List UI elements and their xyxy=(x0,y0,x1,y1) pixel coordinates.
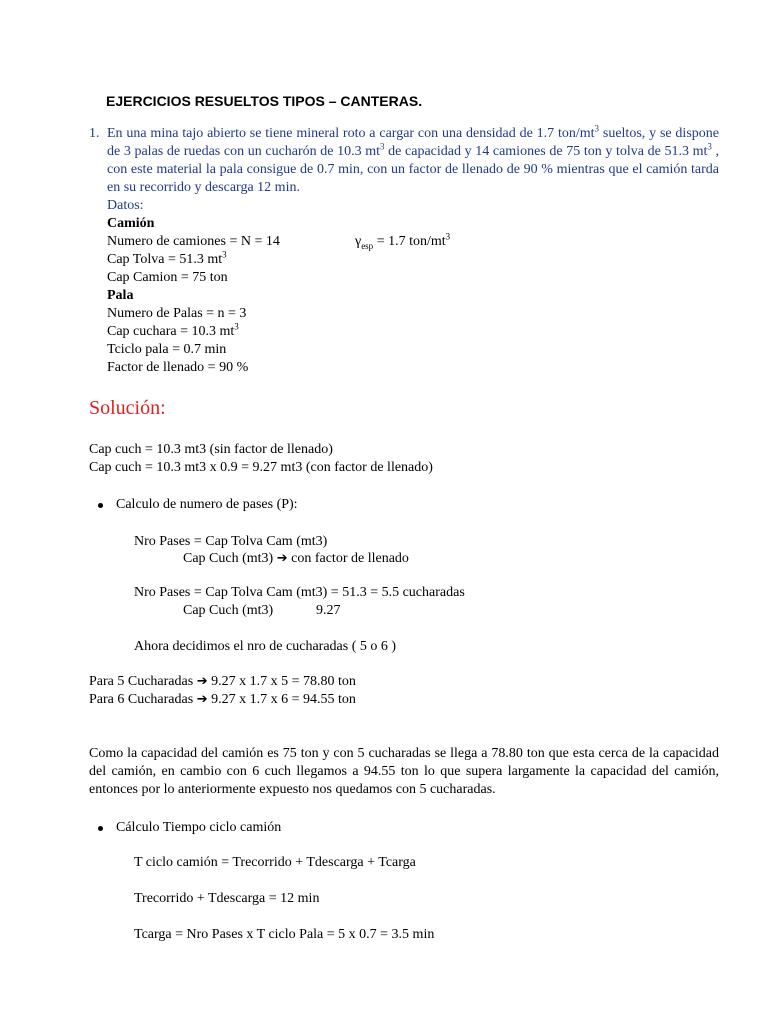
gamma-sup: 3 xyxy=(445,231,451,242)
exercise-sup-2: 3 xyxy=(380,141,385,152)
arrow-right-icon: ➔ xyxy=(276,551,288,566)
para-6-label: Para 6 Cucharadas xyxy=(89,692,197,707)
para-5-value: 9.27 x 1.7 x 5 = 78.80 ton xyxy=(207,674,356,689)
formula-2-denominator: Cap Cuch (mt3) xyxy=(183,603,274,618)
formula-2-divisor: 9.27 xyxy=(316,603,341,618)
cap-cuch-line-2: Cap cuch = 10.3 mt3 x 0.9 = 9.27 mt3 (con factor de llenado) xyxy=(89,460,433,475)
formula-1-denominator xyxy=(183,550,409,568)
exercise-number: 1. xyxy=(89,126,100,141)
gamma-sub: esp xyxy=(361,240,374,251)
cap-cuchara-sup: 3 xyxy=(234,321,239,332)
num-camiones: Numero de camiones = N = 14 xyxy=(107,234,280,249)
decide-line: Ahora decidimos el nro de cucharadas ( 5 o 6 ) xyxy=(134,639,397,654)
exercise-text-1: En una mina tajo abierto se tiene mineral roto a cargar con una densidad de 1.7 ton/mt xyxy=(107,126,595,141)
arrow-right-icon: ➔ xyxy=(196,674,208,689)
exercise-text-3: de capacidad y 14 camiones de 75 ton y tolva de 51.3 mt xyxy=(384,144,708,159)
conclusion-paragraph: Como la capacidad del camión es 75 ton y con 5 cucharadas se llega a 78.80 ton que esta cerca de la capacidad del camión, en cambio con 6 cuch llegamos a 94.55 ton lo que supera largamente la capacidad del camión, entonces por lo anteriormente expuesto nos quedamos con 5 cucharadas. xyxy=(89,746,719,797)
exercise-text-4: , con este material la pala consigue de 0.7 min, con un factor de llenado de 90 % mientras que el camión tarda en su recorrido y descarga 12 min. xyxy=(107,144,720,195)
formula-1-numerator: Nro Pases = Cap Tolva Cam (mt3) xyxy=(134,534,328,549)
factor-llenado: Factor de llenado = 90 % xyxy=(107,360,249,375)
cap-cuchara xyxy=(107,323,239,341)
equation-tcarga: Tcarga = Nro Pases x T ciclo Pala = 5 x 0.7 = 3.5 min xyxy=(134,927,435,942)
exercise-text-2: sueltos, y se dispone de 3 palas de ruedas con un cucharón de 10.3 mt xyxy=(107,126,719,159)
para-6-cucharadas xyxy=(89,691,356,709)
para-5-cucharadas xyxy=(89,673,356,691)
formula-1-note: con factor de llenado xyxy=(287,551,409,566)
document-title: EJERCICIOS RESUELTOS TIPOS – CANTERAS. xyxy=(106,93,423,109)
bullet-icon xyxy=(98,826,103,831)
bullet-numero-pases: Calculo de numero de pases (P): xyxy=(116,497,298,512)
cap-cuchara-text: Cap cuchara = 10.3 mt xyxy=(107,324,235,339)
gamma-density xyxy=(355,233,450,251)
formula-2-numerator: Nro Pases = Cap Tolva Cam (mt3) = 51.3 = 5.5 cucharadas xyxy=(134,585,465,600)
datos-label: Datos: xyxy=(107,198,144,213)
camion-heading: Camión xyxy=(107,216,155,231)
formula-1-denom-text: Cap Cuch (mt3) xyxy=(183,551,274,566)
equation-tciclo: T ciclo camión = Trecorrido + Tdescarga + Tcarga xyxy=(134,855,416,870)
para-5-label: Para 5 Cucharadas xyxy=(89,674,197,689)
cap-cuch-line-1: Cap cuch = 10.3 mt3 (sin factor de llenado) xyxy=(89,442,333,457)
bullet-icon xyxy=(98,503,103,508)
gamma-symbol: γ xyxy=(355,234,362,249)
cap-tolva-sup: 3 xyxy=(222,249,227,260)
cap-tolva xyxy=(107,251,227,269)
exercise-sup-1: 3 xyxy=(594,123,600,134)
exercise-statement xyxy=(107,125,719,197)
arrow-right-icon: ➔ xyxy=(196,692,208,707)
num-palas: Numero de Palas = n = 3 xyxy=(107,306,247,321)
exercise-sup-3: 3 xyxy=(707,141,712,152)
para-6-value: 9.27 x 1.7 x 6 = 94.55 ton xyxy=(207,692,356,707)
cap-camion: Cap Camion = 75 ton xyxy=(107,270,228,285)
tciclo-pala: Tciclo pala = 0.7 min xyxy=(107,342,227,357)
pala-heading: Pala xyxy=(107,288,134,303)
bullet-tiempo-ciclo: Cálculo Tiempo ciclo camión xyxy=(116,820,282,835)
solucion-heading: Solución: xyxy=(89,397,166,419)
cap-tolva-text: Cap Tolva = 51.3 mt xyxy=(107,252,223,267)
gamma-value: = 1.7 ton/mt xyxy=(373,234,446,249)
equation-trecorrido: Trecorrido + Tdescarga = 12 min xyxy=(134,891,320,906)
